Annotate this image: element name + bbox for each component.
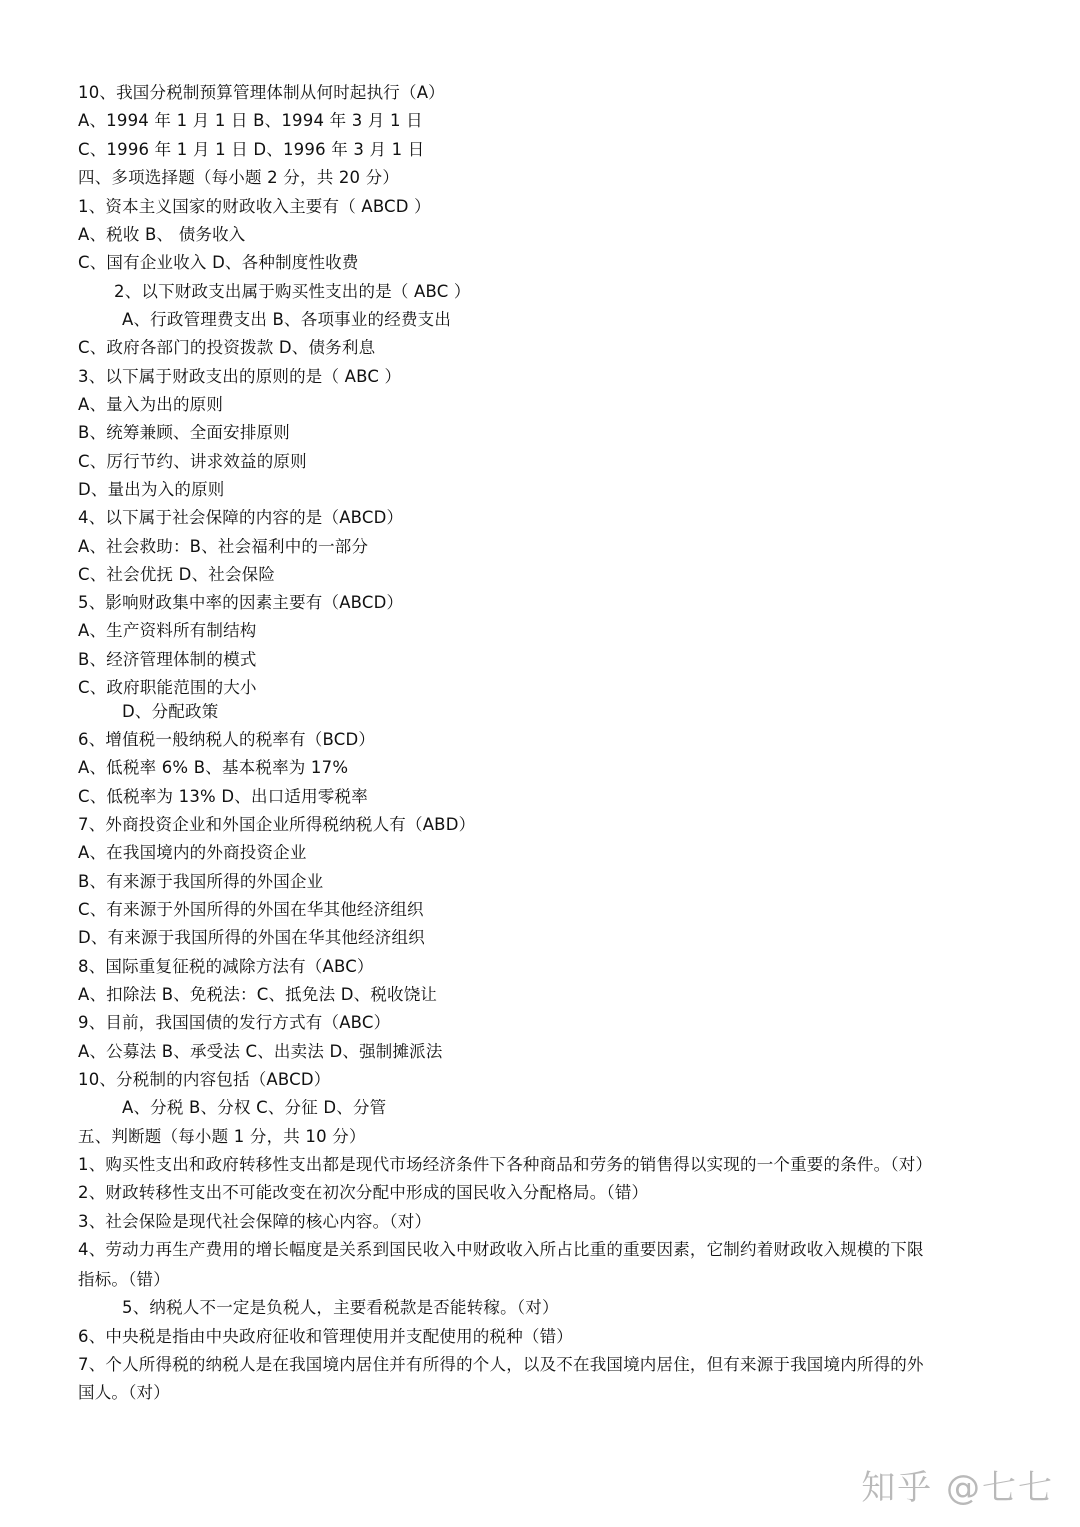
text-line: C、社会优抚 D、社会保险 (78, 565, 276, 584)
text-line: 2、财政转移性支出不可能改变在初次分配中形成的国民收入分配格局。（错） (78, 1183, 649, 1202)
text-line: A、税收 B、 债务收入 (78, 225, 246, 244)
text-line: 6、增值税一般纳税人的税率有（BCD） (78, 730, 376, 749)
text-line: 四、多项选择题（每小题 2 分，共 20 分） (78, 168, 400, 187)
text-line: 3、社会保险是现代社会保障的核心内容。（对） (78, 1212, 432, 1231)
zhihu-watermark: 知乎 @七七 (861, 1468, 1054, 1508)
text-line: A、社会救助：B、社会福利中的一部分 (78, 537, 369, 556)
text-line: 2、以下财政支出属于购买性支出的是（ ABC ） (114, 282, 471, 301)
text-line: A、分税 B、分权 C、分征 D、分管 (122, 1098, 387, 1117)
text-line: A、行政管理费支出 B、各项事业的经费支出 (122, 310, 452, 329)
text-line: 5、纳税人不一定是负税人，主要看税款是否能转稼。（对） (122, 1298, 559, 1317)
text-line: 3、以下属于财政支出的原则的是（ ABC ） (78, 367, 402, 386)
text-line: 4、以下属于社会保障的内容的是（ABCD） (78, 508, 404, 527)
text-line: C、1996 年 1 月 1 日 D、1996 年 3 月 1 日 (78, 140, 425, 159)
text-line: C、厉行节约、讲求效益的原则 (78, 452, 307, 471)
text-line: C、政府职能范围的大小 (78, 678, 257, 697)
text-line: A、量入为出的原则 (78, 395, 224, 414)
text-line: A、生产资料所有制结构 (78, 621, 257, 640)
text-line: C、国有企业收入 D、各种制度性收费 (78, 253, 359, 272)
text-line: 国人。（对） (78, 1383, 170, 1402)
text-line: 9、目前，我国国债的发行方式有（ABC） (78, 1013, 391, 1032)
text-line: 5、影响财政集中率的因素主要有（ABCD） (78, 593, 404, 612)
text-line: B、有来源于我国所得的外国企业 (78, 872, 324, 891)
text-line: A、扣除法 B、免税法：C、抵免法 D、税收饶让 (78, 985, 438, 1004)
text-line: 五、判断题（每小题 1 分，共 10 分） (78, 1127, 366, 1146)
text-line: A、在我国境内的外商投资企业 (78, 843, 307, 862)
text-line: 4、劳动力再生产费用的增长幅度是关系到国民收入中财政收入所占比重的重要因素，它制约着财政收入规模的下限 (78, 1240, 924, 1259)
text-line: 指标。（错） (78, 1270, 170, 1289)
text-line: D、有来源于我国所得的外国在华其他经济组织 (78, 928, 425, 947)
text-line: A、低税率 6% B、基本税率为 17% (78, 758, 349, 777)
text-line: D、分配政策 (122, 702, 219, 721)
text-line: A、1994 年 1 月 1 日 B、1994 年 3 月 1 日 (78, 111, 423, 130)
text-line: 6、中央税是指由中央政府征收和管理使用并支配使用的税种（错） (78, 1327, 573, 1346)
text-line: D、量出为入的原则 (78, 480, 225, 499)
text-line: 10、分税制的内容包括（ABCD） (78, 1070, 331, 1089)
text-line: 1、资本主义国家的财政收入主要有（ ABCD ） (78, 197, 431, 216)
text-line: A、公募法 B、承受法 C、出卖法 D、强制摊派法 (78, 1042, 443, 1061)
text-line: 7、外商投资企业和外国企业所得税纳税人有（ABD） (78, 815, 476, 834)
text-line: 8、国际重复征税的减除方法有（ABC） (78, 957, 374, 976)
text-line: C、政府各部门的投资拨款 D、债务利息 (78, 338, 376, 357)
text-line: C、低税率为 13% D、出口适用零税率 (78, 787, 368, 806)
text-line: 1、购买性支出和政府转移性支出都是现代市场经济条件下各种商品和劳务的销售得以实现的一个重要的条件。（对） (78, 1155, 933, 1174)
text-line: 7、个人所得税的纳税人是在我国境内居住并有所得的个人，以及不在我国境内居住，但有来源于我国境内所得的外 (78, 1355, 924, 1374)
text-line: C、有来源于外国所得的外国在华其他经济组织 (78, 900, 424, 919)
text-line: B、经济管理体制的模式 (78, 650, 257, 669)
text-line: 10、我国分税制预算管理体制从何时起执行（A） (78, 83, 445, 102)
text-line: B、统筹兼顾、全面安排原则 (78, 423, 290, 442)
